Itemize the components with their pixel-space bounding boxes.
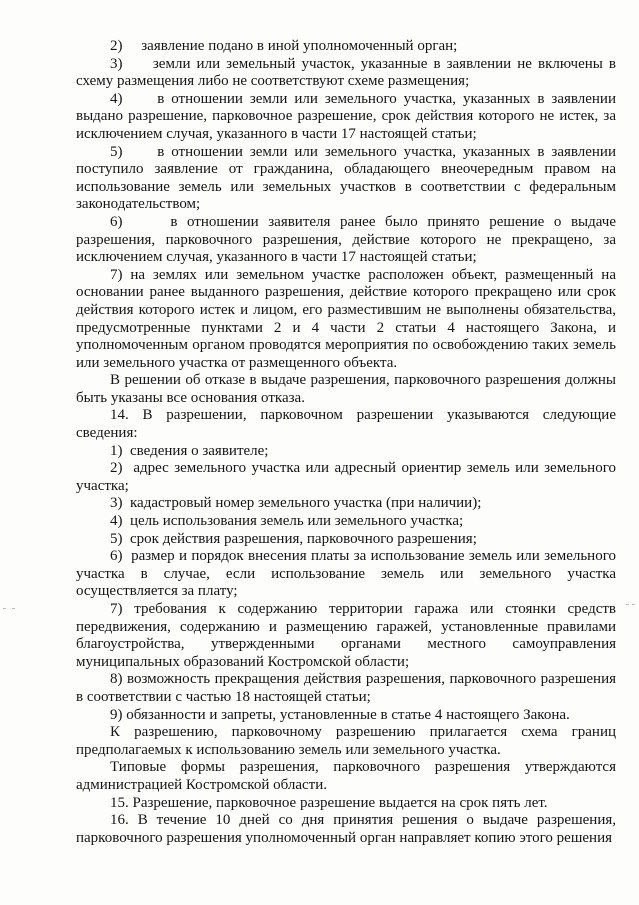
scan-speck xyxy=(632,604,635,605)
scan-speck xyxy=(12,608,15,609)
paragraph-standard-forms: Типовые формы разрешения, парковочного разрешения утверждаются администрацией Костромской области. xyxy=(76,759,616,793)
list-item-validity: 5) срок действия разрешения, парковочного разрешения; xyxy=(110,530,477,547)
list-item-purpose: 4) цель использования земель или земельного участка; xyxy=(110,513,464,530)
paragraph-item-5: 5) в отношении земли или земельного участка, указанных в заявлении поступило заявление от гражданина, обладающего внеочередным правом на использование земель или земельных участков в соответствии с федеральным законодательством; xyxy=(76,143,616,213)
paragraph-item-2: 2) заявление подано в иной уполномоченный орган; xyxy=(110,38,458,54)
paragraph-refusal-grounds: В решении об отказе в выдаче разрешения, парковочного разрешения должны быть указаны все основания отказа. xyxy=(76,372,616,406)
paragraph-section-15: 15. Разрешение, парковочное разрешение выдается на срок пять лет. xyxy=(110,794,548,811)
paragraph-item-3: 3) земли или земельный участок, указанные в заявлении не включены в схему размещения либо не соответствуют схеме размещения; xyxy=(76,55,616,90)
paragraph-item-6: 6) в отношении заявителя ранее было принято решение о выдаче разрешения, парковочного разрешения, действие которого не прекращено, за исключением случая, указанного в части 17 настоящей статьи; xyxy=(76,213,616,266)
paragraph-item-7: 7) на землях или земельном участке расположен объект, размещенный на основании ранее выданного разрешения, действие которого прекращено или срок действия которого истек и лицом, его разместившим не выполнены обязательства, предусмотренные пунктами 2 и 4 части 2 статьи 4 настоящего Закона, и уполномоченным органом проводятся мероприятия по освобождению таких земель или земельного участка от размещенного объекта. xyxy=(76,266,616,371)
scan-speck xyxy=(626,604,629,605)
list-item-payment: 6) размер и порядок внесения платы за использование земель или земельного участка в случае, если использование земель или земельного участка осуществляется за плату; xyxy=(76,548,616,600)
list-item-applicant-info: 1) сведения о заявителе; xyxy=(110,442,269,459)
scan-speck xyxy=(3,608,6,609)
paragraph-attachment: К разрешению, парковочному разрешению прилагается схема границ предполагаемых к использованию земель или земельного участка. xyxy=(76,724,616,758)
list-item-cadastral-number: 3) кадастровый номер земельного участка (при наличии); xyxy=(110,495,482,512)
paragraph-section-14: 14. В разрешении, парковочном разрешении указываются следующие сведения: xyxy=(76,407,616,442)
document-body xyxy=(76,38,616,847)
list-item-address: 2) адрес земельного участка или адресный ориентир земель или земельного участка; xyxy=(76,460,616,494)
list-item-obligations: 9) обязанности и запреты, установленные в статье 4 настоящего Закона. xyxy=(110,706,570,723)
list-item-termination: 8) возможность прекращения действия разрешения, парковочного разрешения в соответствии с частью 18 настоящей статьи; xyxy=(76,671,616,705)
list-item-requirements: 7) требования к содержанию территории гаража или стоянки средств передвижения, содержанию и размещению гаражей, установленные правилами благоустройства, утвержденными органами местного самоуправления муниципальных образований Костромской области; xyxy=(76,601,616,670)
paragraph-item-4: 4) в отношении земли или земельного участка, указанных в заявлении выдано разрешение, парковочное разрешение, срок действия которого не истек, за исключением случая, указанного в части 17 настоящей статьи; xyxy=(76,90,616,142)
paragraph-section-16: 16. В течение 10 дней со дня принятия решения о выдаче разрешения, парковочного разрешения уполномоченный орган направляет копию этого решения xyxy=(76,812,616,846)
